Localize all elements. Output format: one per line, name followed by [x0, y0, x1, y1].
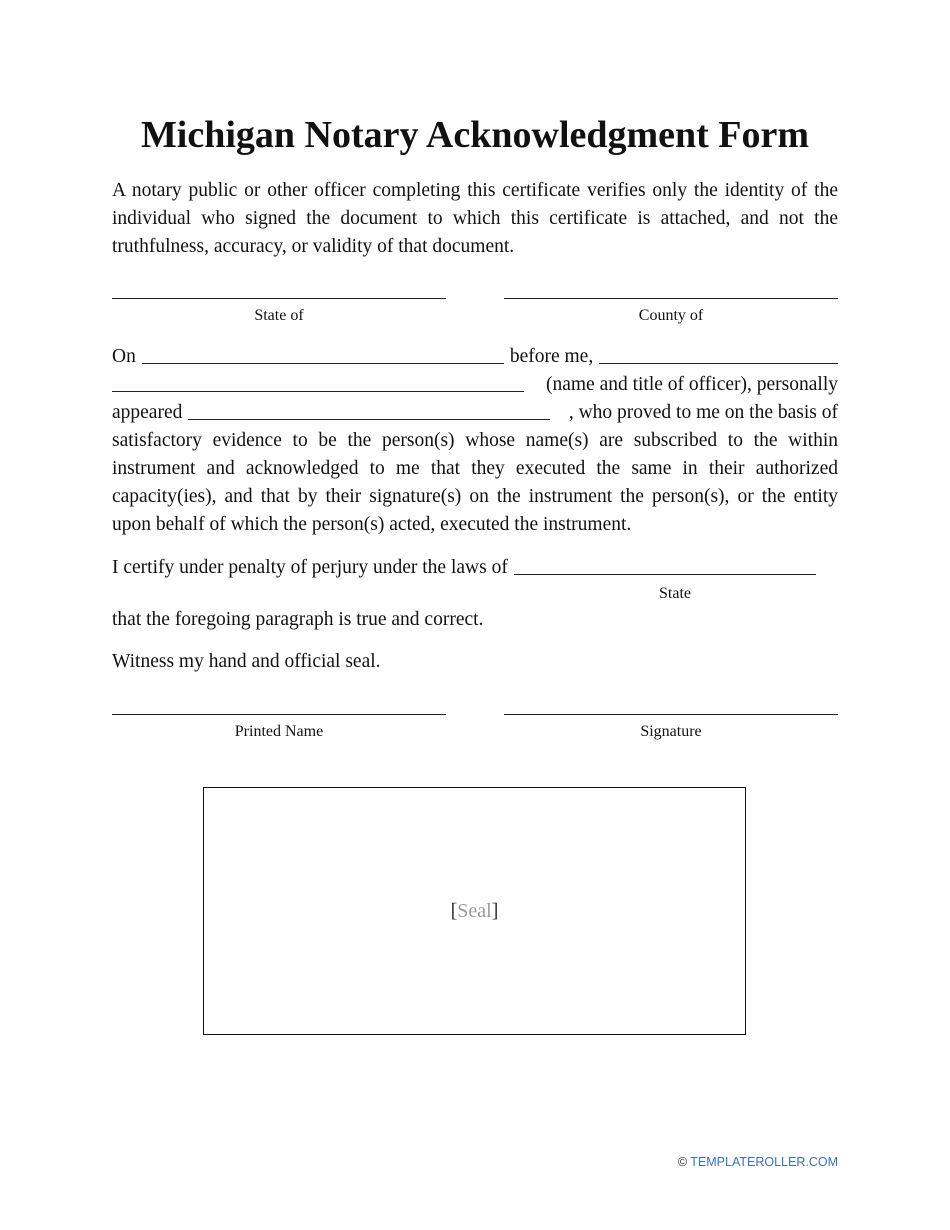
certify-row — [112, 554, 838, 582]
seal-placeholder — [204, 788, 745, 1034]
acknowledgment-paragraph: satisfactory evidence to be the person(s) whose name(s) are subscribed to the within instrument and acknowledged to me that they executed the same in their authorized capacity(ies), and that by their signature(s) on the instrument the person(s), or the entity upon behalf of which the person(s) acted, executed the instrument. — [112, 430, 838, 535]
witness-text: Witness my hand and official seal. — [112, 651, 381, 672]
county-of-caption: County of — [638, 307, 704, 324]
certify-label: I certify under penalty of perjury under the laws of — [112, 557, 508, 578]
appeared-label: appeared — [112, 402, 183, 423]
on-date-row — [112, 343, 838, 371]
seal-bracket-close: ] — [491, 899, 499, 922]
state-of-line[interactable] — [112, 298, 446, 299]
seal-box — [203, 787, 746, 1035]
proved-label: , who proved to me on the basis of — [568, 402, 838, 423]
officer-row — [112, 371, 838, 399]
footer-credit — [678, 1155, 838, 1169]
seal-text: Seal — [457, 899, 492, 922]
signature-line[interactable] — [504, 714, 838, 715]
copyright-symbol: © — [677, 1155, 688, 1169]
appeared-blank[interactable] — [188, 401, 550, 420]
on-label: On — [112, 346, 136, 367]
officer-label: (name and title of officer), personally — [545, 374, 838, 395]
intro-paragraph: A notary public or other officer completing this certificate verifies only the identity of the individual who signed the document to which this certificate is attached, and not the truthfulness, accuracy, or validity of that document. — [112, 180, 838, 257]
seal-bracket-open: [ — [450, 899, 458, 922]
printed-name-caption: Printed Name — [234, 723, 324, 740]
officer-blank-2[interactable] — [112, 373, 524, 392]
date-blank[interactable] — [142, 345, 504, 364]
certify-state-caption: State — [659, 585, 691, 602]
printed-name-line[interactable] — [112, 714, 446, 715]
document-title: Michigan Notary Acknowledgment Form — [140, 114, 810, 156]
brand-link[interactable]: TEMPLATEROLLER.COM — [690, 1155, 838, 1169]
county-of-line[interactable] — [504, 298, 838, 299]
appeared-row — [112, 399, 838, 427]
state-of-caption: State of — [254, 307, 304, 324]
signature-caption: Signature — [640, 723, 702, 740]
foregoing-text: that the foregoing paragraph is true and correct. — [112, 609, 484, 630]
officer-blank-1[interactable] — [599, 345, 838, 364]
certify-state-blank[interactable] — [514, 556, 816, 575]
before-me-label: before me, — [509, 346, 594, 367]
